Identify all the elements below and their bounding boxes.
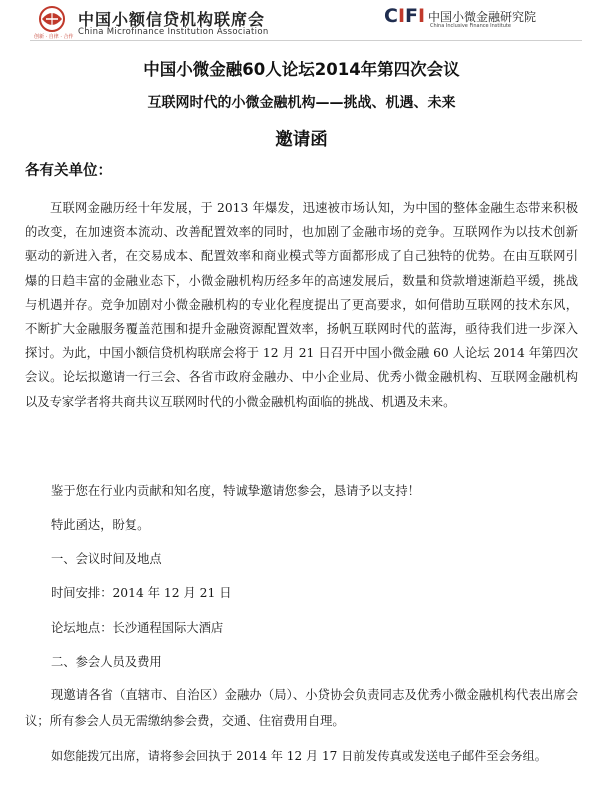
document-title: 邀请函 bbox=[275, 130, 328, 150]
section-heading-time-venue: 一、会议时间及地点 bbox=[51, 552, 162, 566]
left-org-name-en: China Microfinance Institution Association bbox=[78, 27, 269, 37]
forum-title: 中国小微金融60人论坛2014年第四次会议 bbox=[143, 60, 460, 79]
left-org-slogan: 创新 · 自律 · 合作 bbox=[34, 34, 74, 40]
letterhead bbox=[0, 0, 603, 42]
right-org-name-cn: 中国小微金融研究院 bbox=[428, 10, 537, 24]
left-org-logo bbox=[34, 5, 294, 39]
cmia-emblem-icon bbox=[34, 5, 74, 35]
forum-subtitle: 互联网时代的小微金融机构——挑战、机遇、未来 bbox=[147, 95, 456, 111]
rsvp-paragraph: 如您能拨冗出席，请将参会回执于 2014 年 12 月 17 日前发传真或发送电子邮件至会务组。 bbox=[51, 749, 547, 763]
right-org-name-en: China Inclusive Finance Institute bbox=[430, 23, 511, 29]
cifi-logo-mark: CIFI bbox=[384, 5, 426, 27]
venue-line: 论坛地点：长沙通程国际大酒店 bbox=[51, 621, 224, 635]
attendees-paragraph: 现邀请各省（直辖市、自治区）金融办（局）、小贷协会负责同志及优秀小微金融机构代表出席会议；所有参会人员无需缴纳参会费，交通、住宿费用自理。 bbox=[25, 688, 578, 728]
closing-line: 特此函达，盼复。 bbox=[51, 518, 150, 532]
right-org-logo bbox=[384, 4, 584, 36]
left-org-name-cn: 中国小额信贷机构联席会 bbox=[78, 10, 266, 29]
intro-paragraph: 互联网金融历经十年发展，于 2013 年爆发，迅速被市场认知，为中国的整体金融生态带来积极的改变，在加速资本流动、改善配置效率的同时，也加剧了金融市场的竞争。互联网作为以技术创新驱动的新进入者，在交易成本、配置效率和商业模式等方面都形成了自己独特的优势。在由互联网引爆的日趋丰富的金融业态下，小微金融机构历经多年的高速发展后，数量和贷款增速渐趋平缓，挑战与机遇并存。竞争加剧对小微金融机构的专业化程度提出了更高要求，如何借助互联网的技术东风，不断扩大金融服务覆盖范围和提升金融资源配置效率，扬帆互联网时代的蓝海，亟待我们进一步深入探讨。为此，中国小额信贷机构联席会将于 12 月 21 日召开中国小微金融 60 人论坛 2014 年第四次会议。论坛拟邀请一行三会、各省市政府金融办、中小企业局、优秀小微金融机构、互联网金融机构以及专家学者将共商共议互联网时代的小微金融机构面临的挑战、机遇及未来。 bbox=[25, 201, 578, 409]
section-heading-attendees: 二、参会人员及费用 bbox=[51, 655, 162, 669]
salutation: 各有关单位： bbox=[25, 163, 112, 179]
header-divider bbox=[30, 40, 582, 41]
welcome-line: 鉴于您在行业内贡献和知名度，特诚挚邀请您参会，恳请予以支持！ bbox=[51, 484, 420, 498]
time-line: 时间安排：2014 年 12 月 21 日 bbox=[51, 586, 232, 600]
